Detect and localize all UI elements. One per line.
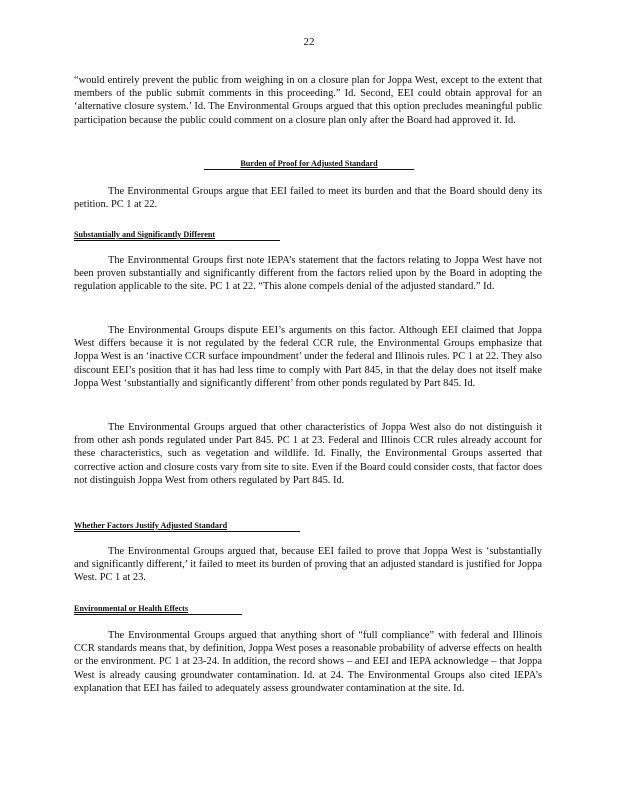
heading-rule [74,614,242,615]
paragraph-full-compliance: The Environmental Groups argued that anything short of “full compliance” with federal and Illinois CCR standards means that, by definition, Joppa West poses a reasonable probability of adverse effects on health or the environment. PC 1 at 23-24. In addition, the record shows – and EEI and IEPA acknowledge – that Joppa West is already causing groundwater contamination. Id. at 24. The Environmental Groups also cited IEPA’s explanation that EEI has failed to adequately assess groundwater contamination at the site. Id. [74,630,542,694]
heading-burden-of-proof: Burden of Proof for Adjusted Standard [240,159,378,168]
heading-factors-justify: Whether Factors Justify Adjusted Standard [74,521,228,530]
paragraph-dispute: The Environmental Groups dispute EEI’s arguments on this factor. Although EEI claimed that Joppa West differs because it is not regulated by the federal CCR rule, the Environmental Groups emphasize that Joppa West is an ‘inactive CCR surface impoundment’ under the federal and Illinois rules. PC 1 at 22. They also discount EEI’s position that it has had less time to comply with Part 845, in that the delay does not itself make Joppa West ‘substantially and significantly different’ from other ponds regulated by Part 845. Id. [74,325,542,389]
heading-environmental-effects: Environmental or Health Effects [74,604,189,613]
paragraph-burden: The Environmental Groups argue that EEI failed to meet its burden and that the Board should deny its petition. PC 1 at 22. [74,186,542,211]
paragraph-iepa-statement: The Environmental Groups first note IEPA’s statement that the factors relating to Joppa West have not been proven substantially and significantly different from the factors relied upon by the Board in adopting the regulation applicable to the site. PC 1 at 22. “This alone compels denial of the adjusted standard.” Id. [74,255,542,293]
heading-substantially-different: Substantially and Significantly Different [74,230,216,239]
page-number: 22 [303,36,315,48]
paragraph-other-characteristics: The Environmental Groups argued that other characteristics of Joppa West also do not distinguish it from other ash ponds regulated under Part 845. PC 1 at 23. Federal and Illinois CCR rules already account for these characteristics, such as vegetation and wildlife. Id. Finally, the Environmental Groups asserted that corrective action and closure costs vary from site to site. Even if the Board could consider costs, that factor does not distinguish Joppa West from others regulated by Part 845. Id. [74,422,542,486]
heading-rule [74,240,280,241]
paragraph-failed-to-prove: The Environmental Groups argued that, because EEI failed to prove that Joppa West is ‘substantially and significantly different,’ it failed to meet its burden of proving that an adjusted standard is justified for Joppa West. PC 1 at 23. [74,546,542,584]
heading-rule [74,531,300,532]
heading-rule [204,169,414,170]
paragraph-closure-plan: “would entirely prevent the public from weighing in on a closure plan for Joppa West, except to the extent that members of the public submit comments in this proceeding.” Id. Second, EEI could obtain approval for an ‘alternative closure system.’ Id. The Environmental Groups argued that this option precludes meaningful public participation because the public could comment on a closure plan only after the Board had approved it. Id. [74,75,542,126]
